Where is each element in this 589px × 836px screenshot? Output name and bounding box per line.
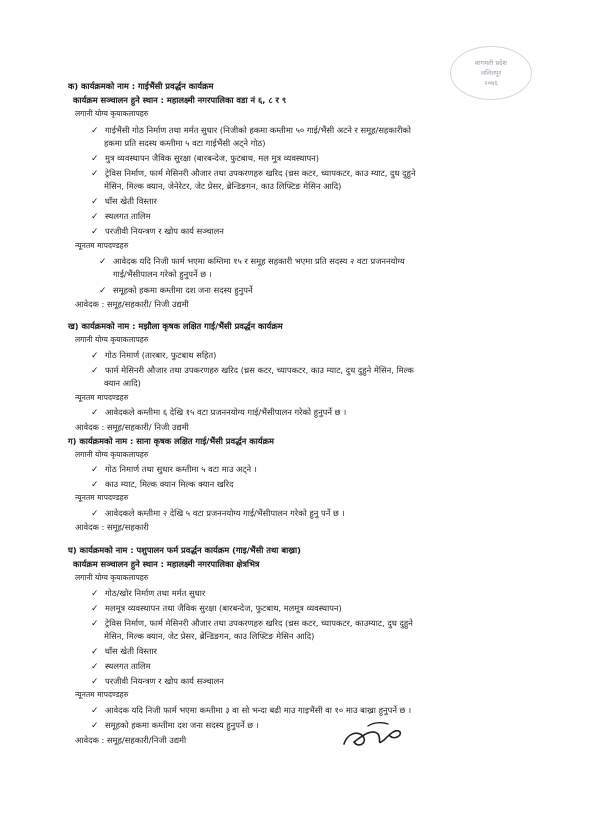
section-ka-applicant: आवेदक : समूह/सहकारी/ निजी उद्यमी (75, 299, 189, 309)
seal-line: बागमती प्रदेश (475, 59, 507, 67)
list-item: ✓ गोठ/खोर निर्माण तथा मर्मत सुधार (91, 588, 206, 599)
section-kha-applicant: आवेदक : समूह/सहकारी/ निजी उद्यमी (75, 422, 189, 432)
check-mark-icon: ✓ (91, 212, 99, 222)
list-item: ✓ गाईभैंसी गोठ निर्माण तथा मर्मत सुधार (निजीको हकमा कम्तीमा ५० गाई/भैंसी अटने र समूह/सहकारीको (91, 125, 411, 136)
criteria-item: ✓ आवेदकले कम्तीमा २ देखि ५ वटा प्रजननयोग्य गाई/भैंसीपालन गरेको हुनु पर्ने छ । (91, 508, 345, 519)
check-mark-icon: ✓ (91, 408, 99, 418)
check-mark-icon: ✓ (91, 589, 99, 599)
list-item: ✓ ट्रेविस निर्माण, फार्म मेसिनरी औजार तथा उपकरणहरु खरिद (च्रस कटर, च्यापकटर, काउ म्याट, दुध दुहुने (91, 168, 416, 179)
check-mark-icon: ✓ (91, 197, 99, 207)
section-kha-criteria-heading: न्यूनतम मापदण्डहरु (75, 393, 129, 402)
check-mark-icon: ✓ (91, 677, 99, 687)
section-ka-title: क) कार्यक्रमको नाम : गाईभैंसी प्रवर्द्धन कार्यक्रम (68, 81, 214, 91)
check-mark-icon: ✓ (99, 257, 107, 267)
check-mark-icon: ✓ (91, 647, 99, 657)
check-mark-icon: ✓ (91, 721, 99, 731)
check-mark-icon: ✓ (91, 169, 99, 179)
criteria-item-continuation: गाई/भैंसीपालन गरेको हुनुपर्ने छ । (113, 269, 212, 279)
list-item: ✓ घाँस खेती विस्तार (91, 196, 157, 207)
check-mark-icon: ✓ (99, 286, 107, 296)
section-kha-title: ख) कार्यक्रमको नाम : मझौला कृषक लक्षित गाई/भैंसी प्रवर्द्धन कार्यक्रम (68, 321, 283, 331)
check-mark-icon: ✓ (91, 366, 99, 376)
section-gha-location: कार्यक्रम सञ्चालन हुने स्थान : महालक्ष्मी नगरपालिका क्षेत्रभित्र (73, 559, 260, 569)
seal-line: ललितपुर (480, 69, 502, 77)
list-item: ✓ घाँस खेती विस्तार (91, 646, 157, 657)
section-ka-criteria-heading: न्यूनतम मापदण्डहरु (75, 241, 129, 250)
criteria-item: ✓ समूहको हकमा कम्तीमा दश जना सदस्य हुनुपर्ने छ । (91, 720, 259, 731)
section-ka-location: कार्यक्रम सञ्चालन हुने स्थान : महालक्ष्मी नगरपालिका वडा नं ६, ८ र ९ (73, 95, 287, 105)
list-item-continuation: मेसिन, मिल्क क्यान, जेट प्रेसर, ब्रेन्डिङगन, काउ लिफ्टिङ मेसिन आदि) (104, 631, 315, 641)
check-mark-icon: ✓ (91, 465, 99, 475)
check-mark-icon: ✓ (91, 509, 99, 519)
section-ga-criteria-heading: न्यूनतम मापदण्डहरु (75, 493, 129, 502)
criteria-item: ✓ आवेदक यदि निजी फार्म भएमा कम्तीमा ३ वा सो भन्दा बढी माउ गाइभैंसी वा १० माउ बाख्रा हुनुपर्ने छ । (91, 705, 412, 716)
list-item: ✓ गोठ निमार्ण तथा सुधार कम्तीमा ५ वटा माउ अट्ने । (91, 464, 257, 475)
list-item-continuation: मेसिन, मिल्क क्यान, जेनेरेटर, जेट प्रेसर, ब्रेन्डिङगन, काउ लिफ्टिङ मेसिन आदि) (104, 181, 342, 191)
list-item: ✓ ट्रेविस निर्माण, फार्म मेसिनरी औजार तथा उपकरणहरु खरिद (च्रस कटर, च्यापकटर, काउम्याट, दुध दुहुने (91, 618, 413, 629)
section-ga-applicant: आवेदक : समूह/सहकारी (75, 522, 149, 532)
section-ga-title: ग) कार्यक्रमको नाम : साना कृषक लक्षित गाई/भैंसी प्रवर्द्धन कार्यक्रम (68, 436, 274, 446)
criteria-item: ✓ आवेदक यदि निजी फार्म भएमा कम्तिमा १५ र समूह सहकारी भएमा प्रति सदस्य २ वटा प्रजननयोग्य (99, 256, 405, 267)
list-item: ✓ मलमूत्र व्यवस्थापन तथा जैविक सुरक्षा (बारबन्देज, फुटबाथ, मलमूत्र व्यवस्थापन) (91, 603, 342, 614)
list-item-continuation: हकमा प्रति सदस्य कम्तीमा ५ वटा गाईभैंसी अट्ने गोठ) (104, 138, 266, 148)
list-item-continuation: क्यान आदि) (104, 378, 141, 388)
check-mark-icon: ✓ (91, 604, 99, 614)
check-mark-icon: ✓ (91, 126, 99, 136)
section-gha-title: घ) कार्यक्रमको नाम : पशुपालन फर्म प्रवर्द्धन कार्यक्रम (गाइ/भैंसी तथा बाख्रा) (68, 545, 301, 555)
criteria-item: ✓ समूहको हकमा कम्तीमा दश जना सदस्य हुनुपर्ने (99, 285, 253, 296)
list-item: ✓ स्थलगत तालिम (91, 661, 151, 672)
handwritten-signature (338, 718, 410, 752)
check-mark-icon: ✓ (91, 480, 99, 490)
check-mark-icon: ✓ (91, 351, 99, 361)
list-item: ✓ गोठ निमार्ण (तारबार, फुटबाथ सहित) (91, 350, 217, 361)
list-item: ✓ फार्म मेसिनरी औजार तथा उपकरणहरु खरिद (च्रस कटर, च्यापकटर, काउ म्याट, दुध दुहुने मेसिन, मिल्क (91, 365, 414, 376)
list-item: ✓ परजीवी नियन्त्रण र खोप कार्य सञ्चालन (91, 676, 224, 687)
check-mark-icon: ✓ (91, 662, 99, 672)
section-gha-applicant: आवेदक : समूह/सहकारी/निजी उद्यमी (75, 735, 187, 745)
check-mark-icon: ✓ (91, 227, 99, 237)
office-seal-stamp (450, 46, 532, 100)
section-ga-activities-heading: लगानी योग्य कृयाकलापहरु (75, 450, 149, 459)
check-mark-icon: ✓ (91, 706, 99, 716)
list-item: ✓ परजीवी नियन्त्रण र खोप कार्य सञ्चालन (91, 226, 224, 237)
section-ka-activities-heading: लगानी योग्य कृयाकलापहरु (75, 109, 149, 118)
list-item: ✓ काउ म्याट, मिल्क क्यान मिल्क क्यान खरिद (91, 479, 234, 490)
section-kha-activities-heading: लगानी योग्य कृयाकलापहरु (75, 335, 149, 344)
list-item: ✓ स्थलगत तालिम (91, 211, 151, 222)
seal-line: २०७६ (484, 79, 498, 87)
section-gha-activities-heading: लगानी योग्य कृयाकलापहरु (75, 573, 149, 582)
check-mark-icon: ✓ (91, 154, 99, 164)
check-mark-icon: ✓ (91, 619, 99, 629)
list-item: ✓ मुत्र व्यवस्थापन जैविक सुरक्षा (बारबन्देज, फुटबाथ, मल मुत्र व्यवस्थापन) (91, 153, 320, 164)
criteria-item: ✓ आवेदकले कम्तीमा ६ देखि १५ वटा प्रजननयोग्य गाई/भैंसीपालन गरेको हुनुपर्ने छ । (91, 407, 347, 418)
section-gha-criteria-heading: न्यूनतम मापदण्डहरु (75, 690, 129, 699)
